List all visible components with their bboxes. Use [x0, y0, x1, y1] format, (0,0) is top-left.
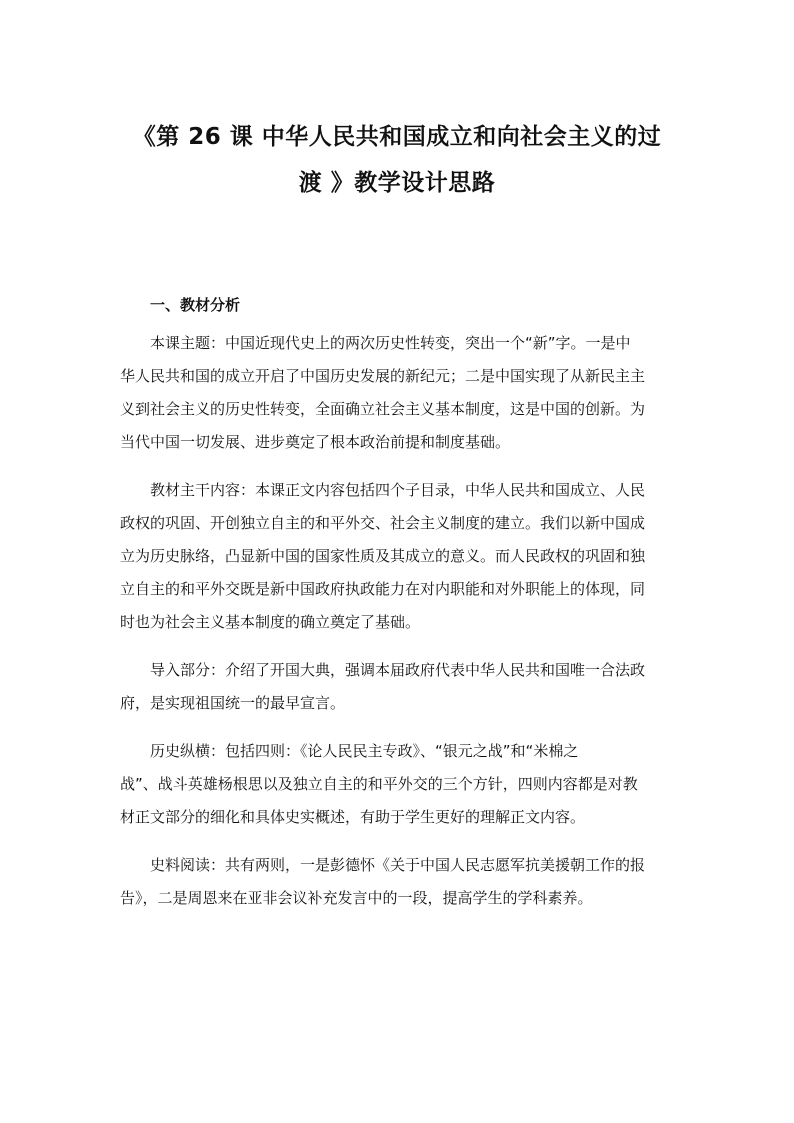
paragraph-line: 政权的巩固、开创独立自主的和平外交、社会主义制度的建立。我们以新中国成 [120, 514, 646, 532]
paragraph-line: 立为历史脉络，凸显新中国的国家性质及其成立的意义。而人民政权的巩固和独 [120, 547, 646, 565]
paragraph-main-content [120, 474, 676, 639]
paragraph-line: 华人民共和国的成立开启了中国历史发展的新纪元；二是中国实现了从新民主主 [120, 367, 646, 385]
paragraph-line: 义到社会主义的历史性转变，全面确立社会主义基本制度，这是中国的创新。为 [120, 400, 646, 418]
paragraph-line: 时也为社会主义基本制度的确立奠定了基础。 [120, 613, 421, 631]
paragraph-line: 府，是实现祖国统一的最早宣言。 [120, 694, 346, 712]
section-heading: 一、教材分析 [150, 296, 241, 314]
paragraph-introduction [120, 654, 676, 720]
paragraph-line: 当代中国一切发展、进步奠定了根本政治前提和制度基础。 [120, 433, 511, 451]
paragraph-line: 材正文部分的细化和具体史实概述，有助于学生更好的理解正文内容。 [120, 808, 586, 826]
paragraph-line: 历史纵横：包括四则：《论人民民主专政》、“银元之战”和“米棉之 [150, 742, 579, 760]
paragraph-line: 教材主干内容：本课正文内容包括四个子目录，中华人民共和国成立、人民 [150, 481, 646, 499]
paragraph-theme [120, 327, 676, 459]
paragraph-line: 史料阅读：共有两则，一是彭德怀《关于中国人民志愿军抗美援朝工作的报 [150, 856, 646, 874]
title-line: 《第 26 课 中华人民共和国成立和向社会主义的过 [132, 124, 662, 150]
title-line: 渡 》教学设计思路 [298, 170, 496, 196]
paragraph-line: 本课主题：中国近现代史上的两次历史性转变，突出一个“新”字。一是中 [150, 334, 631, 352]
paragraph-line: 告》，二是周恩来在亚非会议补充发言中的一段，提高学生的学科素养。 [120, 889, 593, 907]
document-body [120, 292, 676, 930]
paragraph-line: 立自主的和平外交既是新中国政府执政能力在对内职能和对外职能上的体现，同 [120, 580, 646, 598]
paragraph-source-reading [120, 849, 676, 915]
paragraph-history-overview [120, 735, 676, 834]
paragraph-line: 战”、战斗英雄杨根思以及独立自主的和平外交的三个方针，四则内容都是对教 [120, 775, 638, 793]
document-title [100, 114, 694, 206]
paragraph-line: 导入部分：介绍了开国大典，强调本届政府代表中华人民共和国唯一合法政 [150, 661, 646, 679]
